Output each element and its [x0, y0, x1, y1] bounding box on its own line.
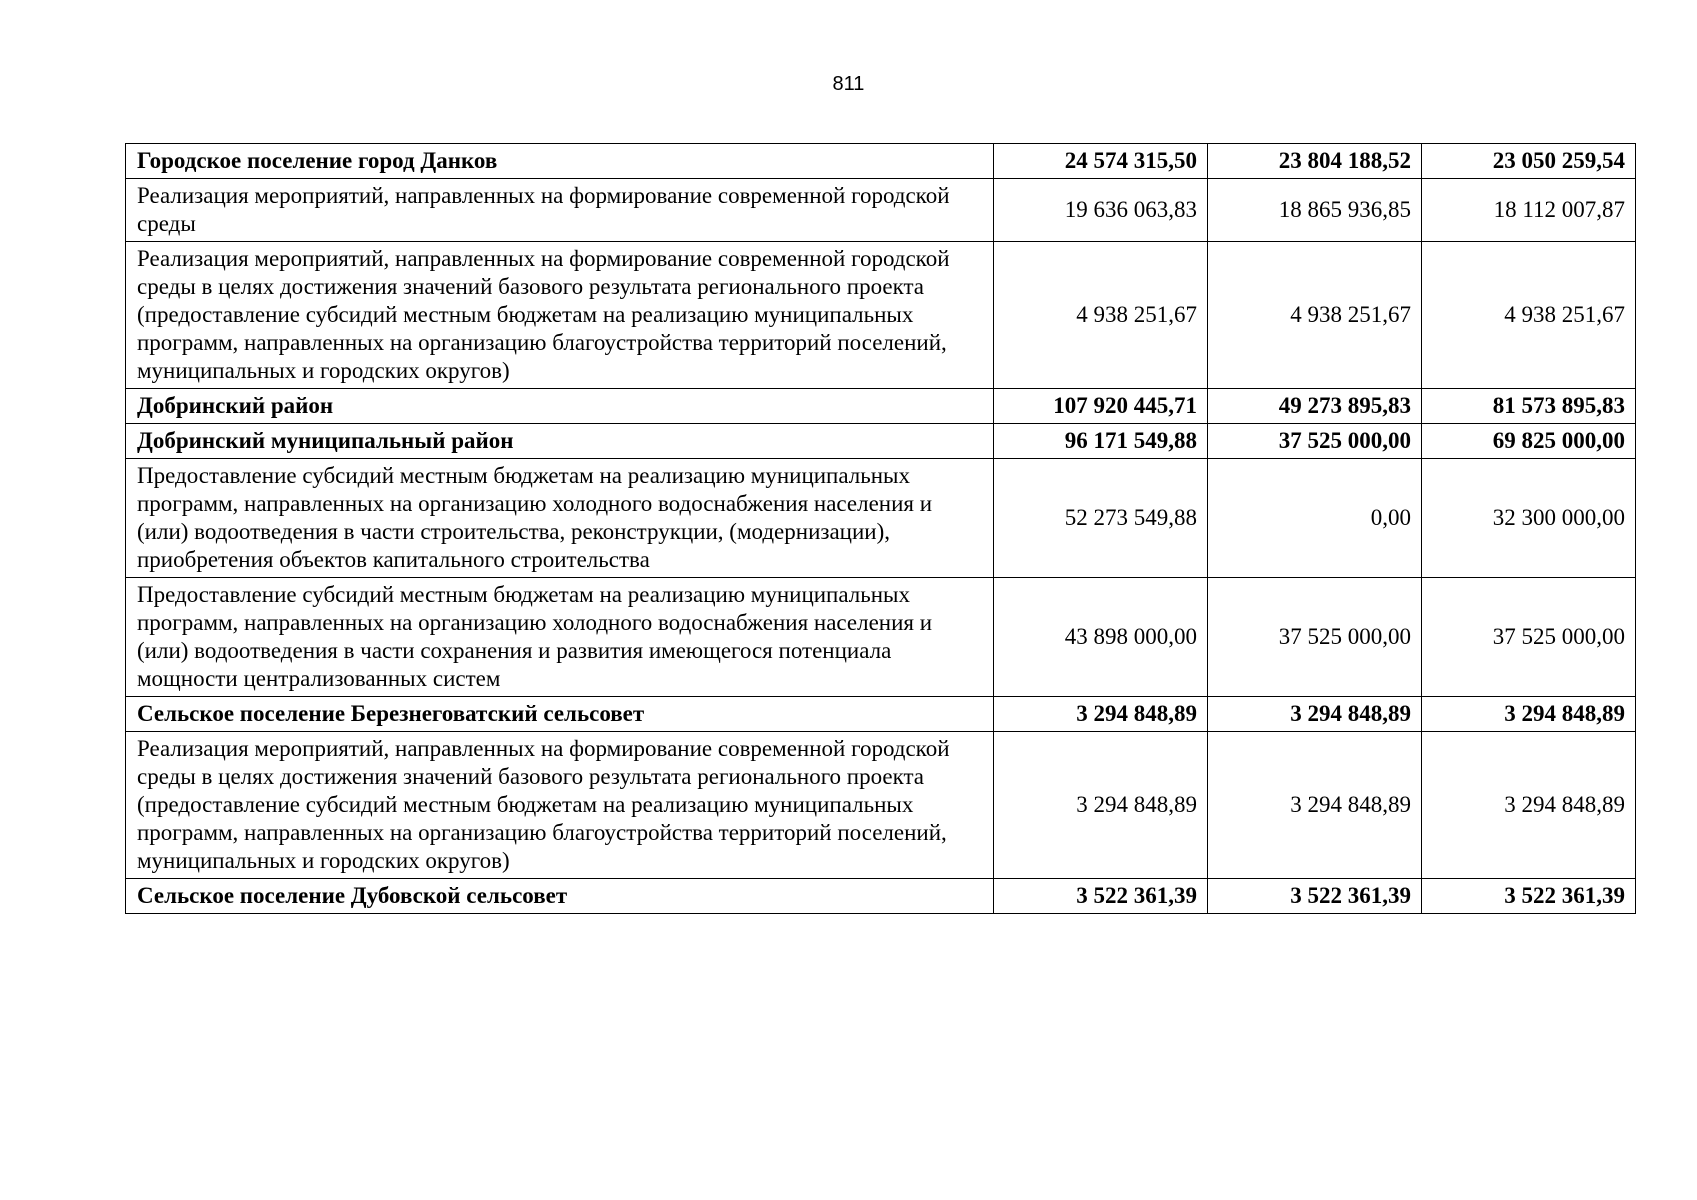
budget-table	[125, 143, 1636, 914]
amount-cell-3: 32 300 000,00	[1422, 459, 1636, 578]
amount-cell-2: 3 294 848,89	[1208, 697, 1422, 732]
amount-cell-2: 0,00	[1208, 459, 1422, 578]
amount-cell-1: 96 171 549,88	[994, 424, 1208, 459]
row-name-cell: Реализация мероприятий, направленных на формирование современной городской среды в целях достижения значений базового результата регионального проекта (предоставление субсидий местным бюджетам на реализацию муниципальных программ, направленных на организацию благоустройства территорий поселений, муниципальных и городских округов)	[126, 242, 994, 389]
amount-cell-1: 52 273 549,88	[994, 459, 1208, 578]
amount-cell-3: 3 294 848,89	[1422, 732, 1636, 879]
row-name-cell: Предоставление субсидий местным бюджетам на реализацию муниципальных программ, направленных на организацию холодного водоснабжения населения и (или) водоотведения в части сохранения и развития имеющегося потенциала мощности централизованных систем	[126, 578, 994, 697]
amount-cell-3: 69 825 000,00	[1422, 424, 1636, 459]
amount-cell-1: 4 938 251,67	[994, 242, 1208, 389]
table-row-subtotal	[126, 424, 1636, 459]
row-name-cell: Реализация мероприятий, направленных на формирование современной городской среды в целях достижения значений базового результата регионального проекта (предоставление субсидий местным бюджетам на реализацию муниципальных программ, направленных на организацию благоустройства территорий поселений, муниципальных и городских округов)	[126, 732, 994, 879]
table-row-subtotal	[126, 144, 1636, 179]
table-row-subtotal	[126, 879, 1636, 914]
amount-cell-3: 18 112 007,87	[1422, 179, 1636, 242]
page-number: 811	[832, 73, 865, 95]
amount-cell-2: 3 294 848,89	[1208, 732, 1422, 879]
row-name-cell: Добринский муниципальный район	[126, 424, 994, 459]
budget-table-body	[126, 144, 1636, 914]
row-name-cell: Сельское поселение Березнеговатский сельсовет	[126, 697, 994, 732]
row-name-cell: Сельское поселение Дубовской сельсовет	[126, 879, 994, 914]
table-row	[126, 242, 1636, 389]
amount-cell-3: 4 938 251,67	[1422, 242, 1636, 389]
amount-cell-3: 3 522 361,39	[1422, 879, 1636, 914]
amount-cell-1: 19 636 063,83	[994, 179, 1208, 242]
table-row	[126, 179, 1636, 242]
amount-cell-3: 23 050 259,54	[1422, 144, 1636, 179]
table-row	[126, 732, 1636, 879]
amount-cell-1: 107 920 445,71	[994, 389, 1208, 424]
table-row	[126, 459, 1636, 578]
table-row-subtotal	[126, 697, 1636, 732]
amount-cell-3: 81 573 895,83	[1422, 389, 1636, 424]
amount-cell-2: 37 525 000,00	[1208, 424, 1422, 459]
amount-cell-2: 37 525 000,00	[1208, 578, 1422, 697]
amount-cell-3: 37 525 000,00	[1422, 578, 1636, 697]
table-row	[126, 578, 1636, 697]
amount-cell-2: 4 938 251,67	[1208, 242, 1422, 389]
amount-cell-1: 43 898 000,00	[994, 578, 1208, 697]
amount-cell-1: 24 574 315,50	[994, 144, 1208, 179]
amount-cell-2: 18 865 936,85	[1208, 179, 1422, 242]
row-name-cell: Добринский район	[126, 389, 994, 424]
amount-cell-1: 3 522 361,39	[994, 879, 1208, 914]
amount-cell-3: 3 294 848,89	[1422, 697, 1636, 732]
amount-cell-2: 23 804 188,52	[1208, 144, 1422, 179]
amount-cell-1: 3 294 848,89	[994, 732, 1208, 879]
amount-cell-1: 3 294 848,89	[994, 697, 1208, 732]
amount-cell-2: 49 273 895,83	[1208, 389, 1422, 424]
row-name-cell: Городское поселение город Данков	[126, 144, 994, 179]
amount-cell-2: 3 522 361,39	[1208, 879, 1422, 914]
row-name-cell: Реализация мероприятий, направленных на формирование современной городской среды	[126, 179, 994, 242]
table-row-subtotal	[126, 389, 1636, 424]
row-name-cell: Предоставление субсидий местным бюджетам на реализацию муниципальных программ, направленных на организацию холодного водоснабжения населения и (или) водоотведения в части строительства, реконструкции, (модернизации), приобретения объектов капитального строительства	[126, 459, 994, 578]
